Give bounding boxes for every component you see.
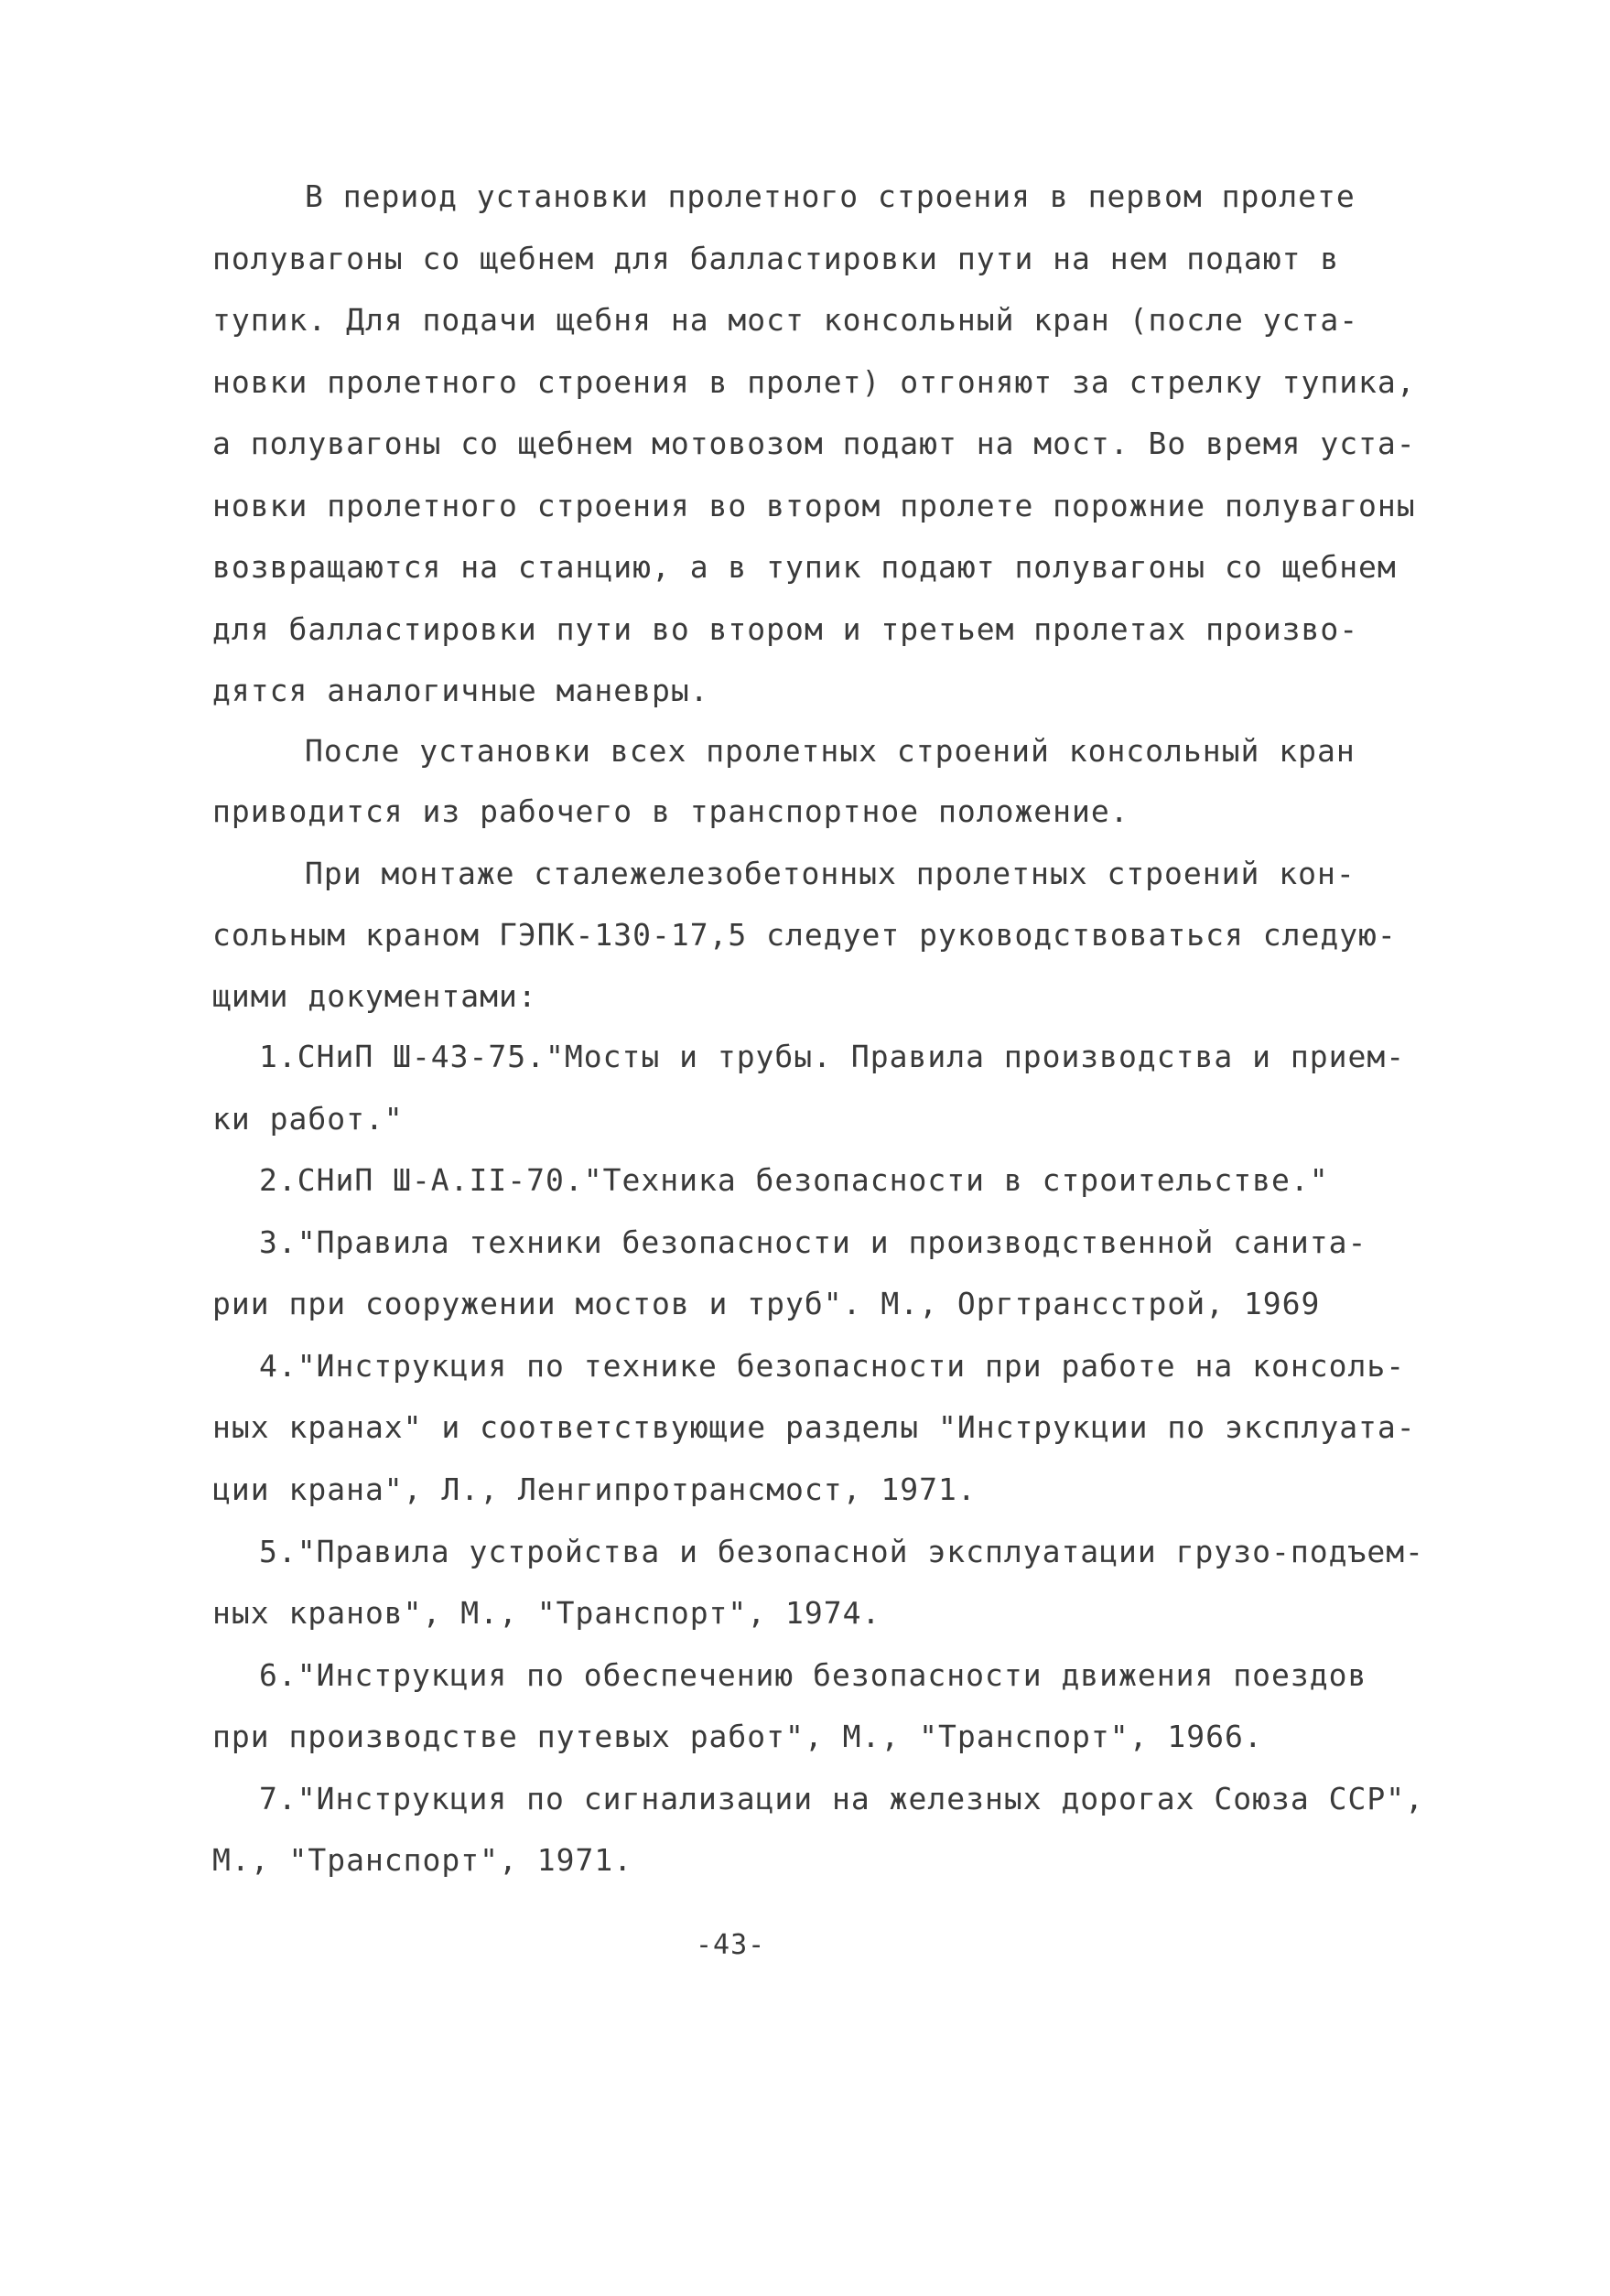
text-line: В период установки пролетного строения в первом пролете <box>305 178 1356 214</box>
text-line: ции крана", Л., Ленгипротрансмост, 1971. <box>212 1471 977 1507</box>
text-line: тупик. Для подачи щебня на мост консольный кран (после уста- <box>212 302 1359 338</box>
reference-item: 5."Правила устройства и безопасной эксплуатации грузо-подъем- <box>259 1534 1424 1569</box>
reference-item: 6."Инструкция по обеспечению безопасности движения поездов <box>259 1657 1367 1693</box>
text-line: ки работ." <box>212 1101 404 1137</box>
text-line: новки пролетного строения в пролет) отгоняют за стрелку тупика, <box>212 364 1416 400</box>
text-line: для балластировки пути во втором и третьем пролетах произво- <box>212 611 1359 647</box>
text-line: После установки всех пролетных строений консольный кран <box>305 733 1356 769</box>
reference-item: 7."Инструкция по сигнализации на железных дорогах Союза ССР", <box>259 1781 1424 1816</box>
text-line: дятся аналогичные маневры. <box>212 673 709 708</box>
reference-item: 2.СНиП Ш-А.II-70."Техника безопасности в строительстве." <box>259 1162 1329 1198</box>
text-line: ных кранах" и соответствующие разделы "Инструкции по эксплуата- <box>212 1409 1416 1445</box>
reference-item: 1.СНиП Ш-43-75."Мосты и трубы. Правила производства и прием- <box>259 1039 1406 1074</box>
text-line: рии при сооружении мостов и труб". М., Оргтрансстрой, 1969 <box>212 1286 1321 1321</box>
text-line: а полувагоны со щебнем мотовозом подают на мост. Во время уста- <box>212 426 1416 461</box>
text-line: при производстве путевых работ", М., "Транспорт", 1966. <box>212 1719 1263 1754</box>
page-number: -43- <box>696 1929 766 1961</box>
text-line: приводится из рабочего в транспортное положение. <box>212 793 1129 829</box>
text-line: новки пролетного строения во втором пролете порожние полувагоны <box>212 488 1416 523</box>
text-line: ных кранов", М., "Транспорт", 1974. <box>212 1595 881 1631</box>
text-line: М., "Транспорт", 1971. <box>212 1842 633 1878</box>
text-line: сольным краном ГЭПК-130-17,5 следует руководствоваться следую- <box>212 917 1397 953</box>
text-line: полувагоны со щебнем для балластировки пути на нем подают в <box>212 241 1340 276</box>
reference-item: 3."Правила техники безопасности и производственной санита- <box>259 1224 1367 1260</box>
text-line: щими документами: <box>212 978 537 1014</box>
text-line: При монтаже сталежелезобетонных пролетных строений кон- <box>305 856 1356 891</box>
text-line: возвращаются на станцию, а в тупик подают полувагоны со щебнем <box>212 549 1397 585</box>
reference-item: 4."Инструкция по технике безопасности при работе на консоль- <box>259 1348 1406 1384</box>
